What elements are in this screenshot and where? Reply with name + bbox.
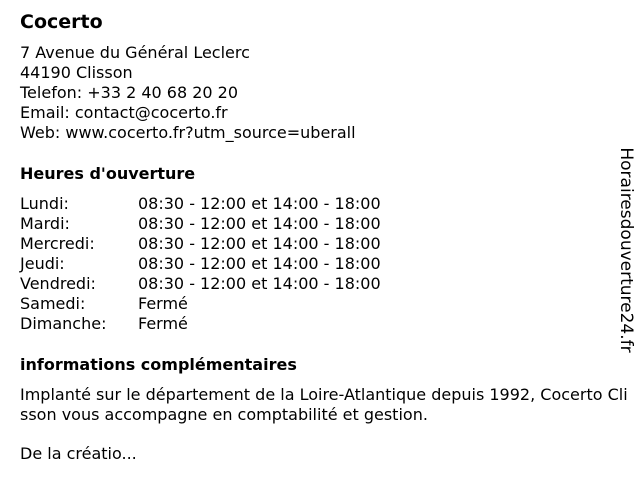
web-line: Web: www.cocerto.fr?utm_source=uberall [20, 123, 356, 142]
day-time: 08:30 - 12:00 et 14:00 - 18:00 [138, 234, 381, 253]
address-line-1: 7 Avenue du Général Leclerc [20, 43, 250, 62]
email-line: Email: contact@cocerto.fr [20, 103, 228, 122]
day-label: Lundi: [20, 194, 69, 213]
info-description: Implanté sur le département de la Loire-Atlantique depuis 1992, Cocerto Clisson vous accompagne en comptabilité et gestion. [20, 385, 628, 424]
day-label: Mardi: [20, 214, 70, 233]
hours-row-mardi [20, 214, 620, 234]
day-label: Dimanche: [20, 314, 107, 333]
watermark-text: Horairesdouverture24.fr [616, 147, 636, 353]
day-label: Vendredi: [20, 274, 96, 293]
day-time: 08:30 - 12:00 et 14:00 - 18:00 [138, 194, 381, 213]
hours-row-dimanche [20, 314, 620, 334]
day-label: Samedi: [20, 294, 86, 313]
day-time: 08:30 - 12:00 et 14:00 - 18:00 [138, 254, 381, 273]
day-time: 08:30 - 12:00 et 14:00 - 18:00 [138, 274, 381, 293]
info-heading: informations complémentaires [20, 355, 297, 374]
day-time: Fermé [138, 294, 188, 313]
hours-row-lundi [20, 194, 620, 214]
business-name: Cocerto [20, 11, 103, 33]
hours-table [20, 194, 620, 334]
info-more-text: De la créatio... [20, 444, 137, 463]
day-time: Fermé [138, 314, 188, 333]
day-time: 08:30 - 12:00 et 14:00 - 18:00 [138, 214, 381, 233]
day-label: Mercredi: [20, 234, 95, 253]
day-label: Jeudi: [20, 254, 65, 273]
hours-row-jeudi [20, 254, 620, 274]
hours-row-samedi [20, 294, 620, 314]
phone-line: Telefon: +33 2 40 68 20 20 [20, 83, 239, 102]
hours-heading: Heures d'ouverture [20, 164, 196, 183]
address-line-2: 44190 Clisson [20, 63, 133, 82]
hours-row-mercredi [20, 234, 620, 254]
hours-row-vendredi [20, 274, 620, 294]
